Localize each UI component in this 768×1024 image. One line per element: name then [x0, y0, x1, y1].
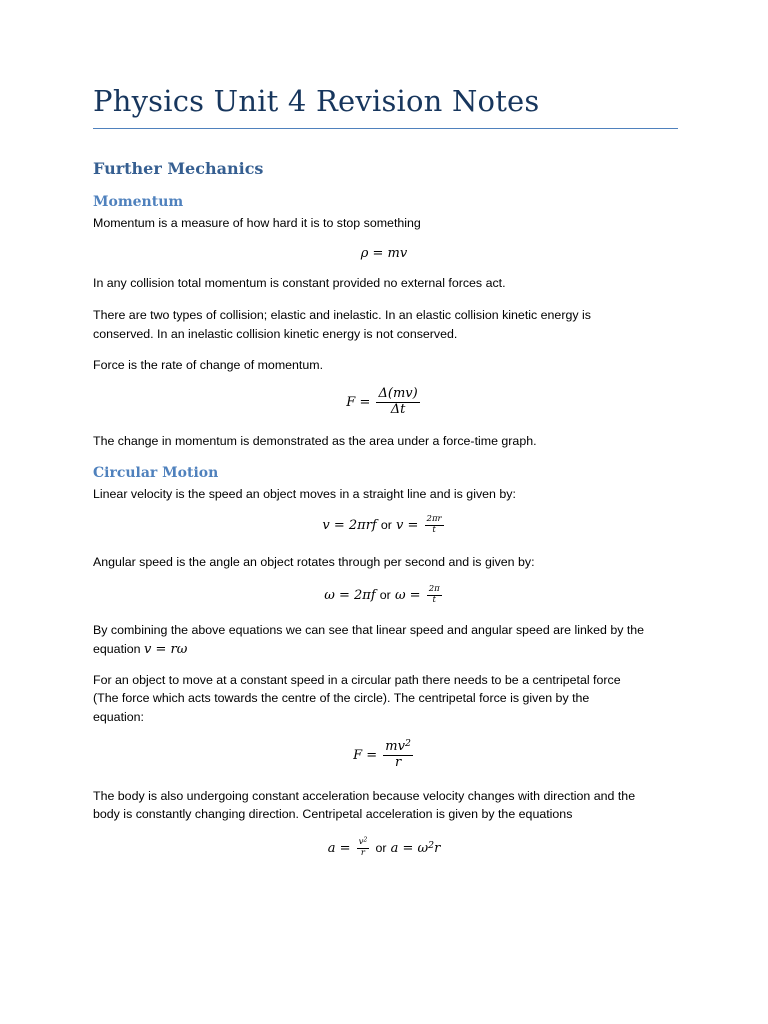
momentum-equation	[0, 246, 768, 261]
centripetal-acceleration-equation	[0, 838, 768, 859]
or-text: or	[380, 517, 392, 532]
collision-paragraph-line-2: conserved. In an inelastic collision kinetic energy is not conserved.	[93, 327, 458, 341]
linear-velocity-formula-a: v = 2πrf	[322, 517, 377, 533]
momentum-paragraph-1: Momentum is a measure of how hard it is to stop something	[93, 216, 421, 230]
angular-speed-fraction	[427, 585, 442, 606]
linear-velocity-fraction	[425, 515, 444, 536]
acceleration-numerator-exponent: 2	[363, 836, 368, 844]
angular-speed-equation	[0, 585, 768, 606]
or-text: or	[375, 840, 387, 855]
linear-velocity-denominator: t	[425, 525, 444, 536]
force-equation-lhs: F =	[346, 394, 371, 410]
acceleration-denominator: r	[357, 848, 370, 859]
angular-speed-formula-a: ω = 2πf	[324, 587, 376, 603]
or-text: or	[379, 587, 391, 602]
angular-speed-formula-b: ω =	[394, 587, 421, 603]
acceleration-formula-b-base: a = ω	[390, 840, 429, 856]
centripetal-force-lhs: F =	[353, 747, 378, 763]
centripetal-force-fraction	[383, 737, 413, 771]
combined-paragraph-line-2	[93, 640, 683, 659]
force-equation-denominator: Δt	[376, 402, 419, 418]
circular-motion-heading: Circular Motion	[93, 465, 219, 481]
centripetal-force-numerator	[383, 737, 413, 755]
angular-speed-denominator: t	[427, 595, 442, 606]
momentum-heading: Momentum	[93, 194, 184, 210]
combined-paragraph-text: equation	[93, 642, 141, 656]
collision-paragraph-line-1: There are two types of collision; elastic and inelastic. In an elastic collision kinetic energy is	[93, 308, 591, 322]
combined-paragraph-line-1: By combining the above equations we can see that linear speed and angular speed are linked by the	[93, 623, 645, 637]
title-underline	[93, 128, 678, 129]
linear-velocity-equation	[0, 515, 768, 536]
centripetal-force-denominator: r	[383, 755, 413, 771]
centripetal-force-equation	[0, 737, 768, 771]
document-title: Physics Unit 4 Revision Notes	[93, 84, 540, 118]
inline-equation: v = rω	[144, 642, 188, 657]
centripetal-force-paragraph-line-1: For an object to move at a constant speed in a circular path there needs to be a centripetal force	[93, 673, 621, 687]
linear-velocity-numerator: 2πr	[426, 514, 442, 524]
acceleration-formula-b-exponent: 2	[428, 839, 435, 851]
force-equation-numerator: Δ(mv)	[378, 386, 418, 401]
force-equation-fraction	[376, 387, 419, 418]
linear-velocity-paragraph: Linear velocity is the speed an object moves in a straight line and is given by:	[93, 487, 516, 501]
acceleration-numerator	[357, 838, 370, 848]
acceleration-formula-b	[391, 841, 441, 856]
angular-speed-paragraph: Angular speed is the angle an object rotates through per second and is given by:	[93, 555, 535, 569]
acceleration-formula-b-tail: r	[434, 840, 441, 856]
section-heading: Further Mechanics	[93, 159, 264, 178]
momentum-paragraph-2: In any collision total momentum is constant provided no external forces act.	[93, 276, 506, 290]
acceleration-fraction	[357, 838, 370, 859]
force-equation	[0, 387, 768, 418]
numerator-exponent: 2	[404, 737, 411, 749]
numerator-base: mv	[385, 739, 405, 754]
acceleration-paragraph-line-2: body is constantly changing direction. Centripetal acceleration is given by the equations	[93, 807, 573, 821]
acceleration-paragraph-line-1: The body is also undergoing constant acceleration because velocity changes with direction and the	[93, 789, 636, 803]
angular-speed-numerator: 2π	[428, 584, 440, 594]
acceleration-formula-a: a =	[327, 840, 351, 856]
acceleration-numerator-base: v	[358, 837, 364, 847]
force-paragraph: Force is the rate of change of momentum.	[93, 358, 324, 372]
momentum-formula: ρ = mv	[360, 246, 408, 261]
centripetal-force-paragraph-line-2: (The force which acts towards the centre of the circle). The centripetal force is given by the	[93, 691, 590, 705]
centripetal-force-paragraph-line-3: equation:	[93, 710, 144, 724]
linear-velocity-formula-b: v =	[396, 517, 419, 533]
force-time-paragraph: The change in momentum is demonstrated as the area under a force-time graph.	[93, 434, 537, 448]
